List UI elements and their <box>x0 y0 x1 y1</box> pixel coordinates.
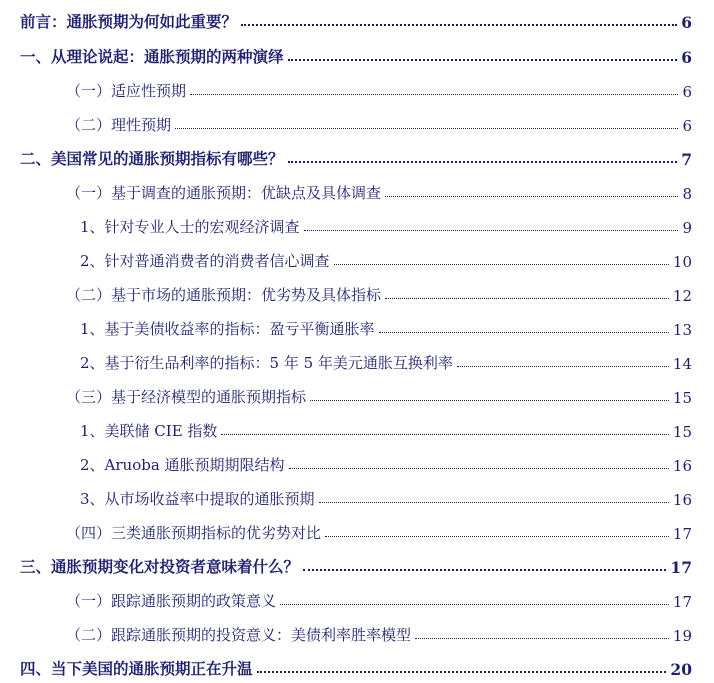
toc-entry-title: （三）基于经济模型的通胀预期指标 <box>66 388 307 406</box>
toc-entry-title: （二）基于市场的通胀预期：优劣势及具体指标 <box>66 286 382 304</box>
dot-leader <box>288 59 678 61</box>
toc-entry[interactable] <box>20 143 692 169</box>
dot-leader <box>319 502 669 503</box>
toc-entry-title: 2、基于衍生品利率的指标：5 年 5 年美元通胀互换利率 <box>80 354 453 372</box>
toc-entry-title: 二、美国常见的通胀预期指标有哪些？ <box>20 149 284 168</box>
toc-entry[interactable] <box>20 6 692 32</box>
toc-entry[interactable] <box>66 279 692 305</box>
toc-page-number: 17 <box>672 593 692 611</box>
dot-leader <box>257 671 667 673</box>
toc-entry[interactable] <box>80 347 692 373</box>
toc-entry[interactable] <box>66 517 692 543</box>
toc-page-number: 9 <box>682 219 692 237</box>
toc-entry[interactable] <box>66 109 692 135</box>
toc-entry-title: 一、从理论说起：通胀预期的两种演绎 <box>20 47 284 66</box>
toc-page-number: 14 <box>672 355 692 373</box>
toc-entry[interactable] <box>66 619 692 645</box>
toc-entry[interactable] <box>20 653 692 679</box>
toc-entry[interactable] <box>80 211 692 237</box>
toc-page-number: 16 <box>672 491 692 509</box>
dot-leader <box>289 468 669 469</box>
toc-page-number: 17 <box>672 525 692 543</box>
toc-entry-title: 四、当下美国的通胀预期正在升温 <box>20 659 253 678</box>
toc-page-number: 8 <box>682 185 692 203</box>
toc-entry-title: 2、针对普通消费者的消费者信心调查 <box>80 252 330 270</box>
toc-page-number: 6 <box>682 83 692 101</box>
toc-entry-title: （二）理性预期 <box>66 116 172 134</box>
toc-entry-title: 1、针对专业人士的宏观经济调查 <box>80 218 300 236</box>
toc-entry-title: 1、美联储 CIE 指数 <box>80 422 218 440</box>
dot-leader <box>221 434 668 435</box>
toc-page-number: 13 <box>672 321 692 339</box>
toc-entry-title: 3、从市场收益率中提取的通胀预期 <box>80 490 315 508</box>
dot-leader <box>190 94 678 95</box>
dot-leader <box>379 332 669 333</box>
toc-entry[interactable] <box>66 75 692 101</box>
toc-entry-title: （一）适应性预期 <box>66 82 187 100</box>
toc-entry-title: 2、Aruoba 通胀预期期限结构 <box>80 456 285 474</box>
dot-leader <box>303 569 666 571</box>
dot-leader <box>325 536 669 537</box>
toc-entry[interactable] <box>20 551 692 577</box>
toc-entry-title: 三、通胀预期变化对投资者意味着什么？ <box>20 557 300 576</box>
dot-leader <box>385 196 678 197</box>
toc-entry[interactable] <box>80 483 692 509</box>
toc-entry[interactable] <box>80 449 692 475</box>
toc-entry-title: 1、基于美债收益率的指标：盈亏平衡通胀率 <box>80 320 375 338</box>
toc-page-number: 10 <box>672 253 692 271</box>
toc-page-number: 6 <box>681 13 692 32</box>
toc-entry[interactable] <box>80 245 692 271</box>
toc-page-number: 7 <box>681 150 692 169</box>
dot-leader <box>415 638 669 639</box>
toc-entry-title: （四）三类通胀预期指标的优劣势对比 <box>66 524 322 542</box>
toc-entry[interactable] <box>80 415 692 441</box>
dot-leader <box>457 366 669 367</box>
dot-leader <box>304 230 679 231</box>
toc-entry[interactable] <box>66 585 692 611</box>
dot-leader <box>288 161 678 163</box>
toc-entry-title: （二）跟踪通胀预期的投资意义：美债利率胜率模型 <box>66 626 412 644</box>
toc-entry[interactable] <box>66 177 692 203</box>
dot-leader <box>310 400 669 401</box>
toc-page-number: 12 <box>672 287 692 305</box>
dot-leader <box>280 604 669 605</box>
toc-entry[interactable] <box>66 381 692 407</box>
toc-page-number: 20 <box>670 660 692 679</box>
toc-page-number: 15 <box>672 423 692 441</box>
dot-leader <box>385 298 669 299</box>
toc-entry[interactable] <box>80 313 692 339</box>
dot-leader <box>175 128 678 129</box>
dot-leader <box>334 264 669 265</box>
toc-entry-title: 前言：通胀预期为何如此重要？ <box>20 12 238 31</box>
toc-entry-title: （一）跟踪通胀预期的政策意义 <box>66 592 277 610</box>
toc-page-number: 6 <box>681 48 692 67</box>
toc-entry-title: （一）基于调查的通胀预期：优缺点及具体调查 <box>66 184 382 202</box>
toc-page-number: 16 <box>672 457 692 475</box>
toc-entry[interactable] <box>20 41 692 67</box>
toc-page-number: 19 <box>672 627 692 645</box>
toc-page-number: 6 <box>682 117 692 135</box>
dot-leader <box>241 24 677 26</box>
toc-page-number: 17 <box>670 558 692 577</box>
toc-page-number: 15 <box>672 389 692 407</box>
